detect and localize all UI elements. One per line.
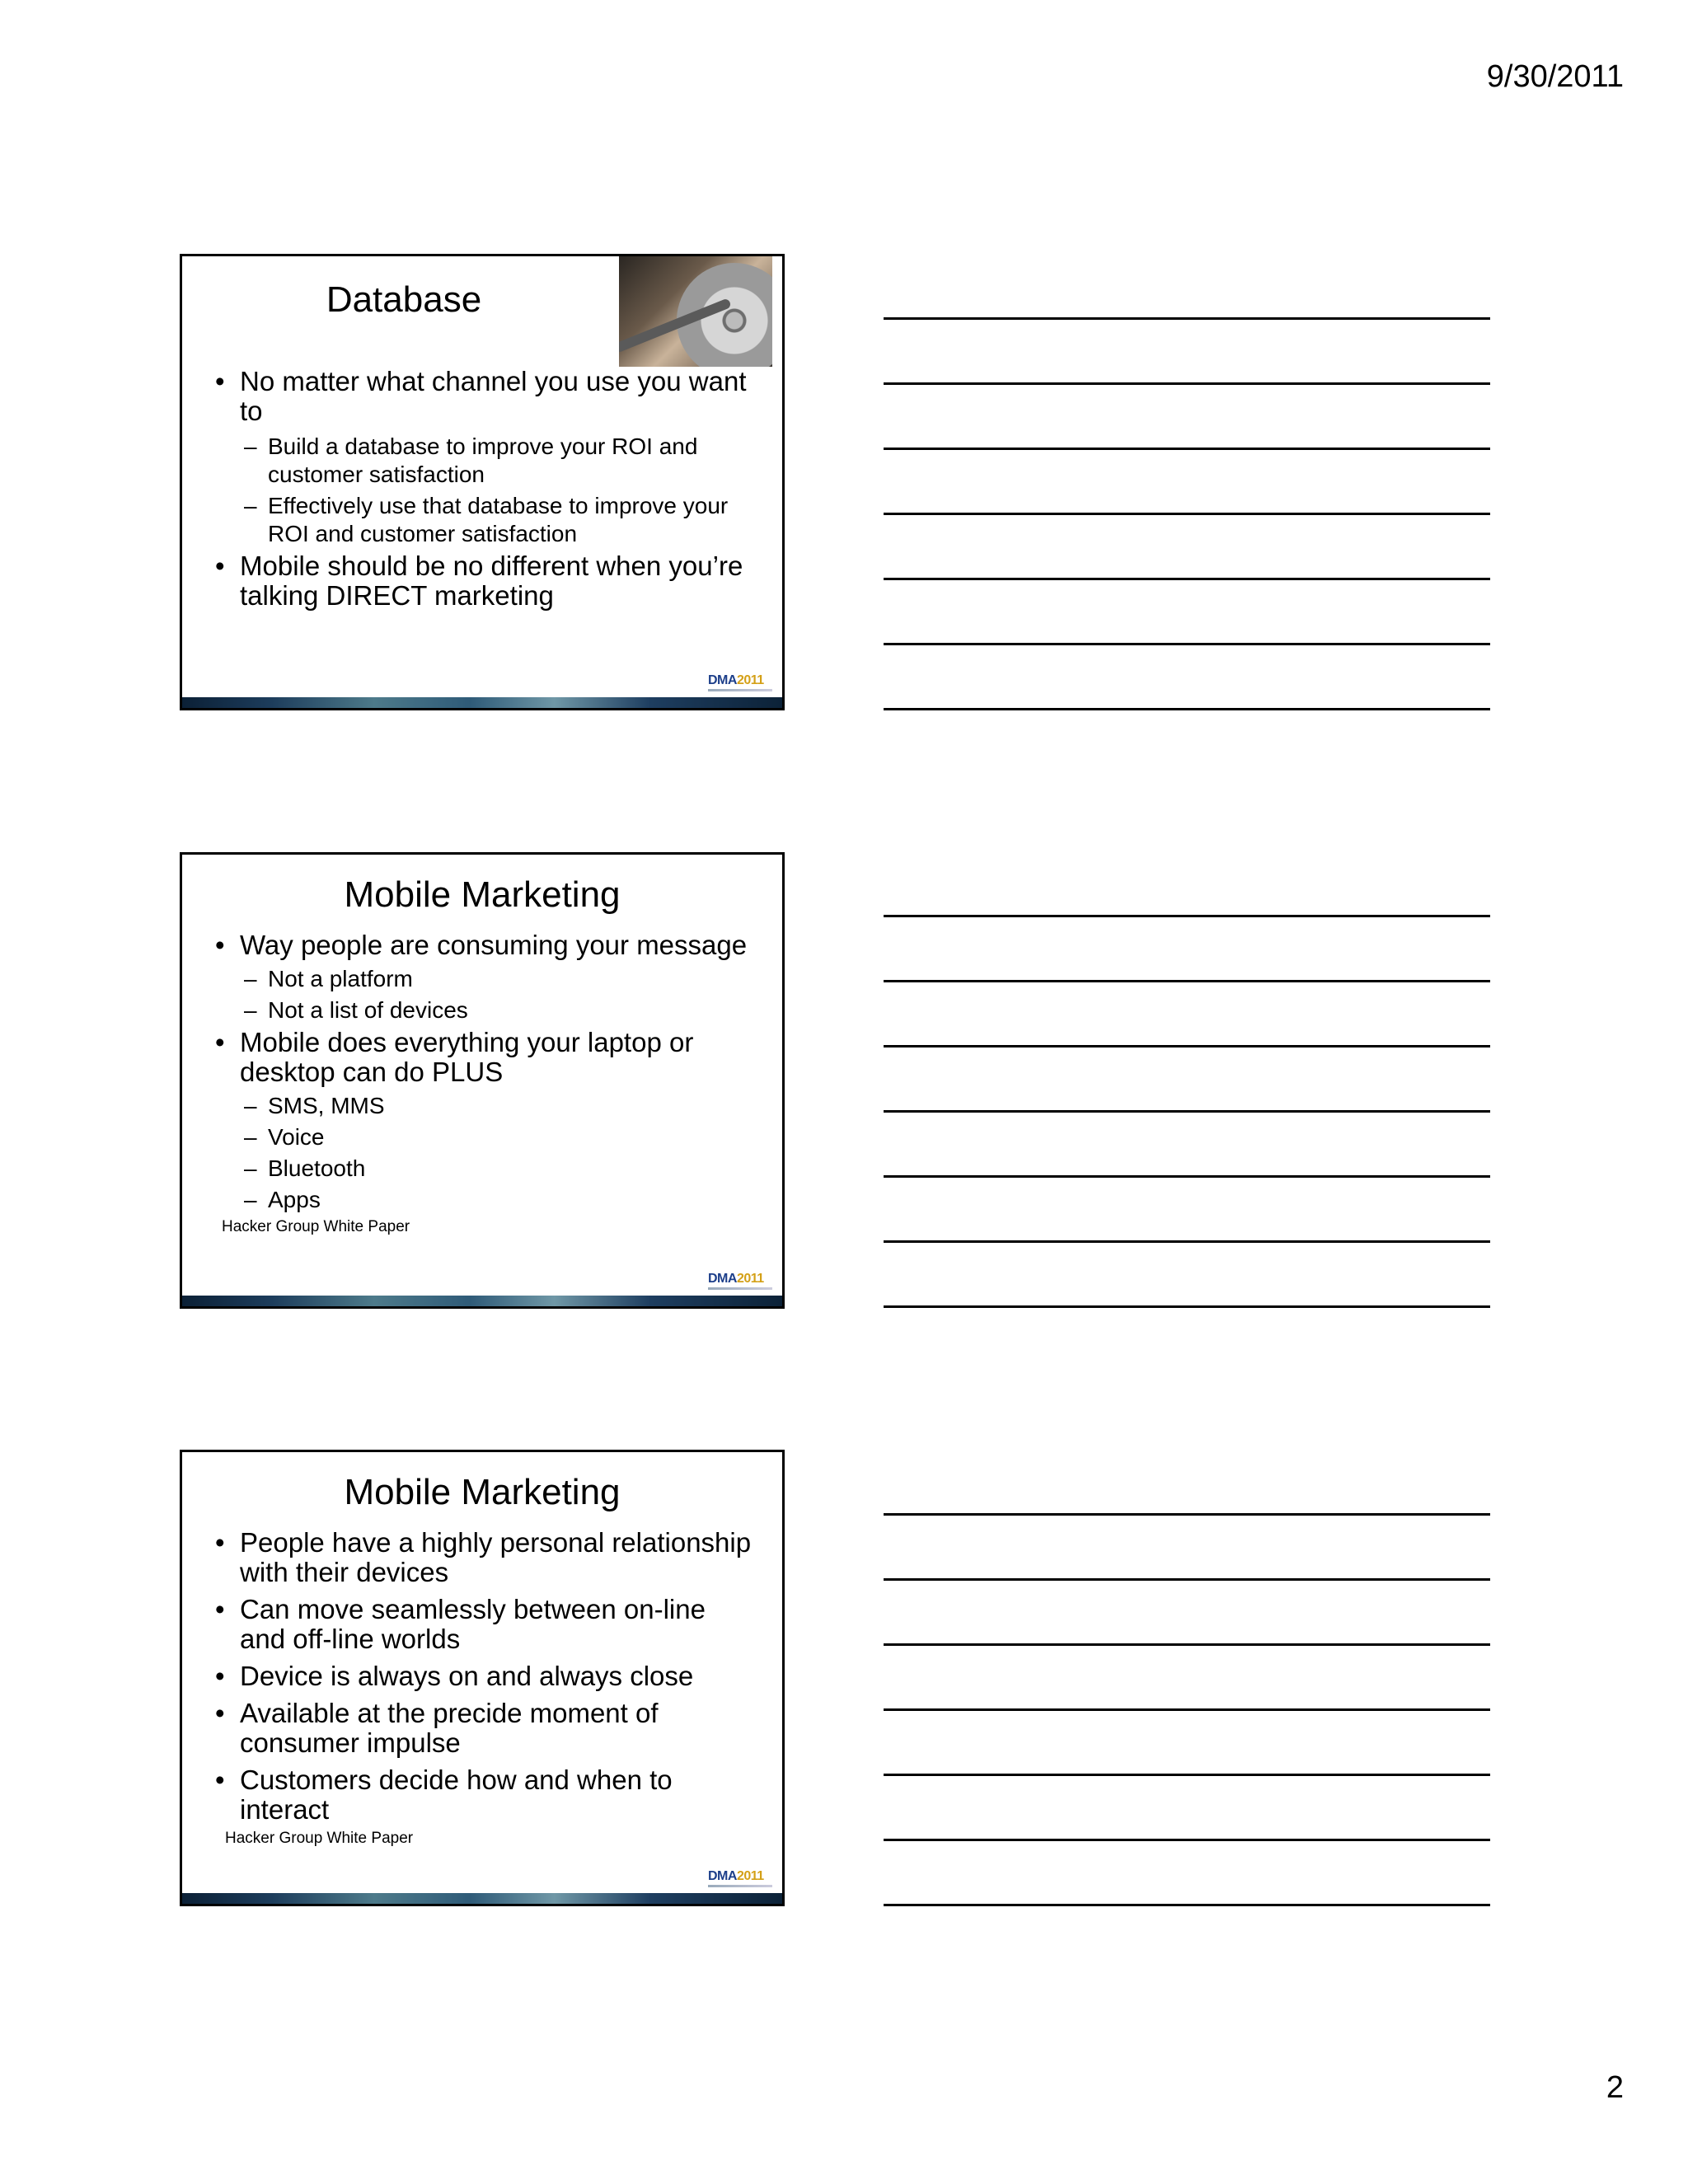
sub-bullet-item: – Apps	[244, 1187, 321, 1212]
slide-title: Mobile Marketing	[344, 874, 621, 915]
dma-logo: DMA2011	[708, 1272, 772, 1288]
note-line	[884, 1513, 1490, 1516]
slide-body	[215, 930, 757, 1237]
slide-title: Mobile Marketing	[344, 1472, 621, 1512]
slide-2	[180, 852, 785, 1309]
note-line	[884, 1643, 1490, 1646]
sub-bullet-item: – Voice	[244, 1124, 325, 1150]
note-line	[884, 980, 1490, 982]
note-line	[884, 1240, 1490, 1243]
note-line	[884, 317, 1490, 320]
bullet-item: • Available at the precide moment of consumer impulse	[215, 1699, 757, 1758]
bullet-item: • Mobile does everything your laptop or desktop can do PLUS	[215, 1028, 757, 1087]
note-line	[884, 1175, 1490, 1178]
sub-bullet-item: – Not a list of devices	[244, 997, 468, 1023]
bullet-item: • No matter what channel you use you want to	[215, 367, 757, 426]
slide-body	[215, 367, 757, 617]
dma-logo: DMA2011	[708, 673, 772, 690]
bullet-item: • Customers decide how and when to interact	[215, 1765, 757, 1825]
slide-footer-bar	[182, 697, 782, 708]
note-line	[884, 382, 1490, 385]
dma-logo: DMA2011	[708, 1869, 772, 1886]
note-line	[884, 1305, 1490, 1308]
slide-1	[180, 254, 785, 710]
bullet-item: • Device is always on and always close	[215, 1661, 757, 1691]
slide-body	[215, 1528, 757, 1849]
sub-bullet-item: – Build a database to improve your ROI and customer satisfaction	[244, 434, 698, 487]
note-line	[884, 915, 1490, 917]
note-line	[884, 1708, 1490, 1711]
note-line	[884, 448, 1490, 450]
bullet-item: • Can move seamlessly between on-line and off-line worlds	[215, 1595, 757, 1654]
sub-bullet-item: – Bluetooth	[244, 1155, 366, 1181]
note-line	[884, 708, 1490, 710]
note-line	[884, 578, 1490, 580]
slide-footer-bar	[182, 1893, 782, 1904]
source-citation: Hacker Group White Paper	[225, 1830, 414, 1847]
source-citation: Hacker Group White Paper	[222, 1218, 410, 1235]
sub-bullet-item: – Not a platform	[244, 966, 413, 991]
sub-bullet-item: – SMS, MMS	[244, 1093, 385, 1118]
bullet-item: • Way people are consuming your message	[215, 930, 757, 960]
slide-3	[180, 1450, 785, 1906]
sub-bullet-item: – Effectively use that database to improve your ROI and customer satisfaction	[244, 493, 729, 546]
note-line	[884, 513, 1490, 515]
note-line	[884, 1578, 1490, 1581]
note-line	[884, 1774, 1490, 1776]
page-number: 2	[1606, 2070, 1624, 2105]
note-line	[884, 1904, 1490, 1906]
page-date: 9/30/2011	[1486, 59, 1624, 94]
bullet-item: • People have a highly personal relationship with their devices	[215, 1528, 757, 1587]
bullet-item: • Mobile should be no different when you’re talking DIRECT marketing	[215, 551, 757, 611]
note-line	[884, 1045, 1490, 1047]
note-line	[884, 1110, 1490, 1113]
note-line	[884, 643, 1490, 645]
hard-drive-photo	[619, 256, 772, 367]
note-line	[884, 1839, 1490, 1841]
slide-title: Database	[326, 279, 482, 320]
slide-footer-bar	[182, 1296, 782, 1306]
